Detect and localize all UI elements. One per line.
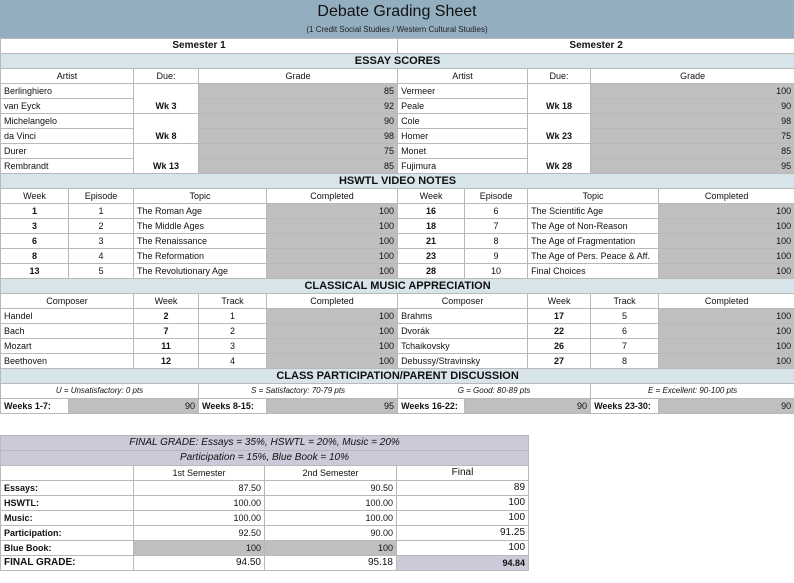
video-episode: 6 bbox=[465, 204, 528, 219]
video-topic: The Renaissance bbox=[134, 234, 267, 249]
final-s1-value: 100.00 bbox=[134, 511, 265, 526]
video-topic: The Scientific Age bbox=[528, 204, 659, 219]
essay-artist: da Vinci bbox=[1, 129, 134, 144]
essay-grade-cell[interactable]: 85 bbox=[199, 159, 398, 174]
essay-artist: Vermeer bbox=[398, 84, 528, 99]
table-row bbox=[1, 399, 794, 414]
essay-grade-cell[interactable]: 75 bbox=[199, 144, 398, 159]
final-row-label: Music: bbox=[1, 511, 134, 526]
essay-grade-cell[interactable]: 75 bbox=[591, 129, 794, 144]
final-s2-value: 90.00 bbox=[265, 526, 397, 541]
music-week: 11 bbox=[134, 339, 199, 354]
music-track: 3 bbox=[199, 339, 267, 354]
essay-grade-cell[interactable]: 90 bbox=[199, 114, 398, 129]
essay-artist: van Eyck bbox=[1, 99, 134, 114]
music-track: 5 bbox=[591, 309, 659, 324]
table-row bbox=[1, 541, 529, 556]
period-score-cell[interactable]: 90 bbox=[465, 399, 591, 414]
table-row bbox=[1, 219, 794, 234]
essay-artist: Berlinghiero bbox=[1, 84, 134, 99]
music-composer: Dvorák bbox=[398, 324, 528, 339]
essay-due-header-s2: Due: bbox=[528, 69, 591, 84]
video-completed-cell[interactable]: 100 bbox=[267, 249, 398, 264]
essay-artist-header-s2: Artist bbox=[398, 69, 528, 84]
table-row bbox=[1, 99, 794, 114]
video-episode: 2 bbox=[69, 219, 134, 234]
essay-artist: Michelangelo bbox=[1, 114, 134, 129]
essay-due: Wk 8 bbox=[134, 114, 199, 144]
music-completed-cell[interactable]: 100 bbox=[659, 324, 794, 339]
music-track: 1 bbox=[199, 309, 267, 324]
music-composer: Bach bbox=[1, 324, 134, 339]
period-score-cell[interactable]: 90 bbox=[69, 399, 199, 414]
final-s2-value: 90.50 bbox=[265, 481, 397, 496]
music-week: 27 bbox=[528, 354, 591, 369]
music-composer: Tchaikovsky bbox=[398, 339, 528, 354]
video-section-title: HSWTL VIDEO NOTES bbox=[1, 174, 794, 189]
music-week-header-s2: Week bbox=[528, 294, 591, 309]
music-week: 12 bbox=[134, 354, 199, 369]
period-score-cell[interactable]: 90 bbox=[659, 399, 794, 414]
video-week: 28 bbox=[398, 264, 465, 279]
essay-artist: Monet bbox=[398, 144, 528, 159]
video-episode: 1 bbox=[69, 204, 134, 219]
table-row bbox=[1, 526, 529, 541]
essay-grade-header-s2: Grade bbox=[591, 69, 794, 84]
video-topic: Final Choices bbox=[528, 264, 659, 279]
music-composer-header-s2: Composer bbox=[398, 294, 528, 309]
essay-due: Wk 28 bbox=[528, 144, 591, 174]
table-row bbox=[1, 84, 794, 99]
final-value: 100 bbox=[397, 496, 529, 511]
video-week: 13 bbox=[1, 264, 69, 279]
essay-grade-cell[interactable]: 98 bbox=[591, 114, 794, 129]
music-composer: Brahms bbox=[398, 309, 528, 324]
table-row bbox=[1, 556, 529, 571]
final-row-label: Blue Book: bbox=[1, 541, 134, 556]
period-label: Weeks 8-15: bbox=[199, 399, 267, 414]
period-score-cell[interactable]: 95 bbox=[267, 399, 398, 414]
video-episode: 8 bbox=[465, 234, 528, 249]
video-week: 6 bbox=[1, 234, 69, 249]
table-row bbox=[1, 264, 794, 279]
music-track: 7 bbox=[591, 339, 659, 354]
music-week-header-s1: Week bbox=[134, 294, 199, 309]
table-row bbox=[1, 339, 794, 354]
essay-grade-cell[interactable]: 95 bbox=[591, 159, 794, 174]
music-composer: Beethoven bbox=[1, 354, 134, 369]
music-composer: Debussy/Stravinsky bbox=[398, 354, 528, 369]
legend-good: G = Good: 80-89 pts bbox=[398, 384, 591, 399]
music-completed-cell[interactable]: 100 bbox=[659, 309, 794, 324]
table-row bbox=[1, 204, 794, 219]
video-completed-cell[interactable]: 100 bbox=[659, 219, 794, 234]
essay-grade-header-s1: Grade bbox=[199, 69, 398, 84]
legend-unsatisfactory: U = Unsatisfactory: 0 pts bbox=[1, 384, 199, 399]
page-subtitle: (1 Credit Social Studies / Western Cultural Studies) bbox=[306, 25, 488, 34]
video-topic: The Age of Non-Reason bbox=[528, 219, 659, 234]
table-row bbox=[1, 324, 794, 339]
video-episode: 10 bbox=[465, 264, 528, 279]
final-grade-total: 94.84 bbox=[397, 556, 529, 571]
essay-artist: Fujimura bbox=[398, 159, 528, 174]
table-row bbox=[1, 309, 794, 324]
final-value: 91.25 bbox=[397, 526, 529, 541]
video-episode: 5 bbox=[69, 264, 134, 279]
essay-artist: Homer bbox=[398, 129, 528, 144]
music-week: 22 bbox=[528, 324, 591, 339]
final-value: 89 bbox=[397, 481, 529, 496]
music-completed-cell[interactable]: 100 bbox=[659, 354, 794, 369]
participation-section-title: CLASS PARTICIPATION/PARENT DISCUSSION bbox=[1, 369, 794, 384]
music-composer-header-s1: Composer bbox=[1, 294, 134, 309]
music-track: 2 bbox=[199, 324, 267, 339]
video-episode: 3 bbox=[69, 234, 134, 249]
final-s2-header: 2nd Semester bbox=[265, 466, 397, 481]
video-episode-header-s1: Episode bbox=[69, 189, 134, 204]
video-topic: The Age of Pers. Peace & Aff. bbox=[528, 249, 659, 264]
essay-grade-cell[interactable]: 98 bbox=[199, 129, 398, 144]
video-week: 18 bbox=[398, 219, 465, 234]
final-grade-s1: 94.50 bbox=[134, 556, 265, 571]
music-week: 7 bbox=[134, 324, 199, 339]
music-completed-header-s1: Completed bbox=[267, 294, 398, 309]
video-episode-header-s2: Episode bbox=[465, 189, 528, 204]
music-week: 26 bbox=[528, 339, 591, 354]
final-formula-line-2: Participation = 15%, Blue Book = 10% bbox=[1, 451, 529, 466]
music-completed-cell[interactable]: 100 bbox=[267, 309, 398, 324]
table-row bbox=[1, 496, 529, 511]
final-row-label: Essays: bbox=[1, 481, 134, 496]
music-week: 17 bbox=[528, 309, 591, 324]
final-s2-value: 100.00 bbox=[265, 511, 397, 526]
essay-section-title: ESSAY SCORES bbox=[1, 54, 794, 69]
video-topic: The Middle Ages bbox=[134, 219, 267, 234]
final-value: 100 bbox=[397, 541, 529, 556]
final-s2-value: 100.00 bbox=[265, 496, 397, 511]
essay-artist: Cole bbox=[398, 114, 528, 129]
table-row bbox=[1, 354, 794, 369]
video-completed-cell[interactable]: 100 bbox=[659, 204, 794, 219]
video-week: 23 bbox=[398, 249, 465, 264]
final-row-label: Participation: bbox=[1, 526, 134, 541]
video-topic-header-s1: Topic bbox=[134, 189, 267, 204]
period-label: Weeks 23-30: bbox=[591, 399, 659, 414]
music-week: 2 bbox=[134, 309, 199, 324]
music-completed-header-s2: Completed bbox=[659, 294, 794, 309]
essay-artist-header-s1: Artist bbox=[1, 69, 134, 84]
page-title: Debate Grading Sheet bbox=[317, 3, 477, 20]
video-topic: The Revolutionary Age bbox=[134, 264, 267, 279]
video-episode: 7 bbox=[465, 219, 528, 234]
final-row-label: HSWTL: bbox=[1, 496, 134, 511]
table-row bbox=[1, 511, 529, 526]
video-completed-cell[interactable]: 100 bbox=[659, 234, 794, 249]
video-completed-cell[interactable]: 100 bbox=[659, 264, 794, 279]
video-week: 3 bbox=[1, 219, 69, 234]
video-week: 1 bbox=[1, 204, 69, 219]
period-label: Weeks 1-7: bbox=[1, 399, 69, 414]
final-formula-line-1: FINAL GRADE: Essays = 35%, HSWTL = 20%, Music = 20% bbox=[1, 436, 529, 451]
table-row bbox=[1, 114, 794, 129]
music-track-header-s2: Track bbox=[591, 294, 659, 309]
video-topic-header-s2: Topic bbox=[528, 189, 659, 204]
essay-artist: Peale bbox=[398, 99, 528, 114]
video-completed-cell[interactable]: 100 bbox=[267, 234, 398, 249]
video-completed-cell[interactable]: 100 bbox=[267, 264, 398, 279]
music-track-header-s1: Track bbox=[199, 294, 267, 309]
music-track: 8 bbox=[591, 354, 659, 369]
table-row bbox=[1, 234, 794, 249]
legend-satisfactory: S = Satisfactory: 70-79 pts bbox=[199, 384, 398, 399]
essay-due-header-s1: Due: bbox=[134, 69, 199, 84]
music-completed-cell[interactable]: 100 bbox=[267, 324, 398, 339]
final-s1-value: 100.00 bbox=[134, 496, 265, 511]
video-week: 21 bbox=[398, 234, 465, 249]
period-label: Weeks 16-22: bbox=[398, 399, 465, 414]
essay-due: Wk 13 bbox=[134, 144, 199, 174]
video-completed-cell[interactable]: 100 bbox=[659, 249, 794, 264]
music-completed-cell[interactable]: 100 bbox=[267, 339, 398, 354]
grading-sheet bbox=[0, 38, 794, 414]
table-row bbox=[1, 159, 794, 174]
essay-grade-cell[interactable]: 90 bbox=[591, 99, 794, 114]
essay-due: Wk 3 bbox=[134, 84, 199, 114]
final-s1-value: 87.50 bbox=[134, 481, 265, 496]
final-s1-value: 92.50 bbox=[134, 526, 265, 541]
video-completed-header-s2: Completed bbox=[659, 189, 794, 204]
essay-grade-cell[interactable]: 92 bbox=[199, 99, 398, 114]
video-topic: The Reformation bbox=[134, 249, 267, 264]
final-grade-s2: 95.18 bbox=[265, 556, 397, 571]
essay-grade-cell[interactable]: 85 bbox=[199, 84, 398, 99]
table-row bbox=[1, 481, 529, 496]
essay-due: Wk 23 bbox=[528, 114, 591, 144]
video-week-header-s1: Week bbox=[1, 189, 69, 204]
music-completed-cell[interactable]: 100 bbox=[267, 354, 398, 369]
semester-1-header: Semester 1 bbox=[1, 39, 398, 54]
music-composer: Mozart bbox=[1, 339, 134, 354]
final-final-header: Final bbox=[397, 466, 529, 481]
music-track: 4 bbox=[199, 354, 267, 369]
final-grade-table bbox=[0, 435, 529, 571]
essay-due: Wk 18 bbox=[528, 84, 591, 114]
table-row bbox=[1, 144, 794, 159]
video-completed-header-s1: Completed bbox=[267, 189, 398, 204]
essay-artist: Durer bbox=[1, 144, 134, 159]
semester-2-header: Semester 2 bbox=[398, 39, 794, 54]
blue-book-s2-cell[interactable]: 100 bbox=[265, 541, 397, 556]
essay-artist: Rembrandt bbox=[1, 159, 134, 174]
video-completed-cell[interactable]: 100 bbox=[267, 204, 398, 219]
essay-grade-cell[interactable]: 85 bbox=[591, 144, 794, 159]
video-week-header-s2: Week bbox=[398, 189, 465, 204]
music-section-title: CLASSICAL MUSIC APPRECIATION bbox=[1, 279, 794, 294]
video-week: 8 bbox=[1, 249, 69, 264]
music-completed-cell[interactable]: 100 bbox=[659, 339, 794, 354]
title-banner bbox=[0, 0, 794, 38]
blue-book-s1-cell[interactable]: 100 bbox=[134, 541, 265, 556]
essay-grade-cell[interactable]: 100 bbox=[591, 84, 794, 99]
video-episode: 9 bbox=[465, 249, 528, 264]
video-completed-cell[interactable]: 100 bbox=[267, 219, 398, 234]
final-grade-label: FINAL GRADE: bbox=[1, 556, 134, 571]
table-row bbox=[1, 129, 794, 144]
table-row bbox=[1, 249, 794, 264]
video-topic: The Roman Age bbox=[134, 204, 267, 219]
music-composer: Handel bbox=[1, 309, 134, 324]
final-value: 100 bbox=[397, 511, 529, 526]
final-s1-header: 1st Semester bbox=[134, 466, 265, 481]
music-track: 6 bbox=[591, 324, 659, 339]
video-episode: 4 bbox=[69, 249, 134, 264]
video-week: 16 bbox=[398, 204, 465, 219]
final-blank-header bbox=[1, 466, 134, 481]
video-topic: The Age of Fragmentation bbox=[528, 234, 659, 249]
legend-excellent: E = Excellent: 90-100 pts bbox=[591, 384, 794, 399]
